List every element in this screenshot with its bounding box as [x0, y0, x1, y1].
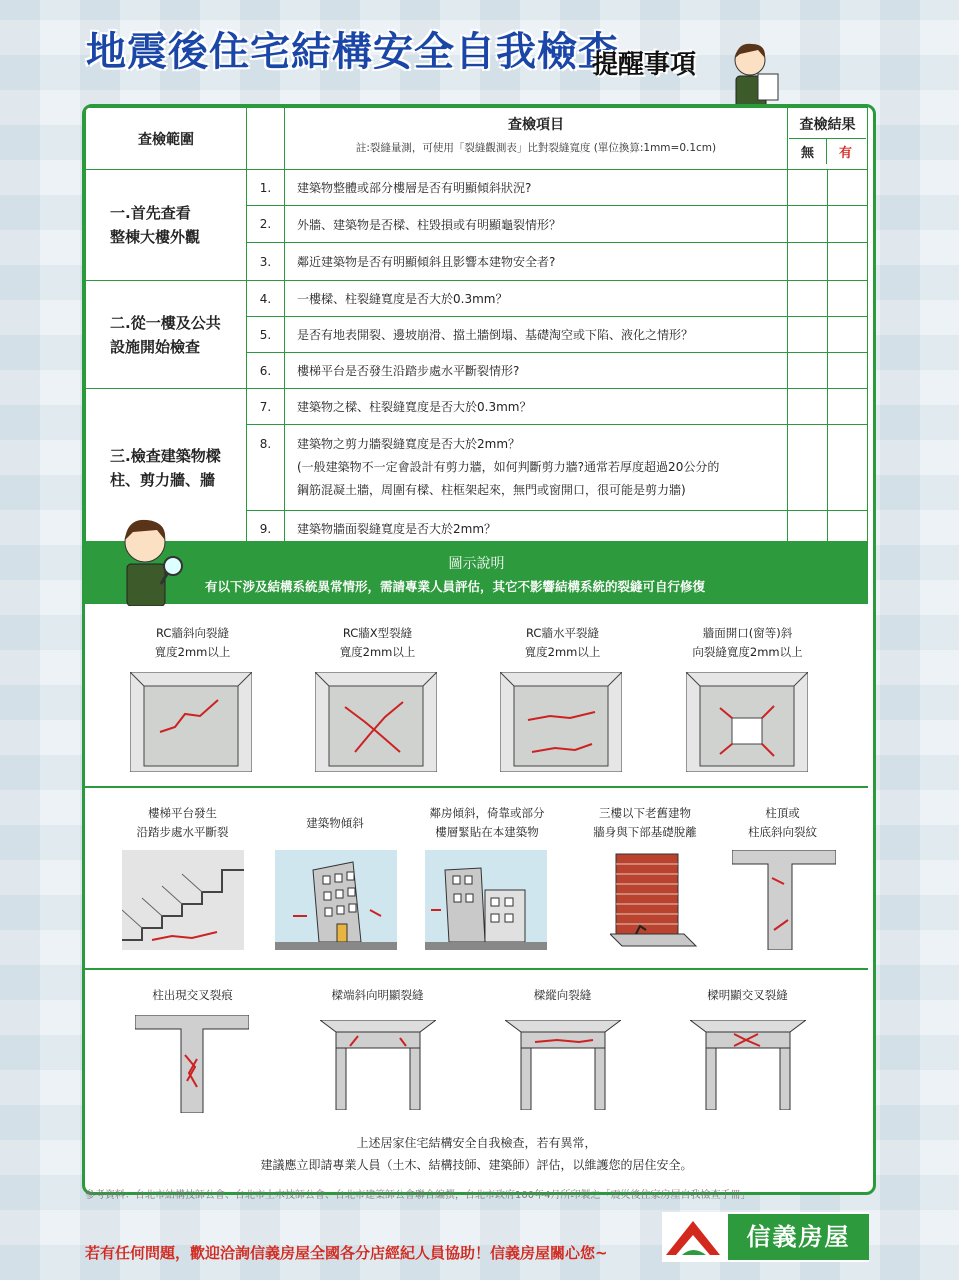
rc-horizontal-crack-image	[500, 672, 622, 772]
check-box-yes-7[interactable]	[828, 389, 868, 425]
caption-wall-opening: 牆面開口(窗等)斜 向裂縫寬度2mm以上	[692, 626, 803, 659]
checklist-table: 查檢範圍 查檢項目 註:裂縫量測，可使用「裂縫觀測表」比對裂縫寬度 (單位換算:1mm=0.1cm) 查檢結果 無 有 一.首先查看 整棟大樓外觀 1. 建築物整體或部分樓層是否有明顯傾斜狀況? 2. 外牆、建築物是否樑、柱毀損或有明顯龜裂情形？ 3. 鄰近建築物是否有明顯傾斜且影響本建物安全者? 二.從一樓及公共 設施開始檢查 4. 一樓樑、柱裂縫寬度是否大於0.3mm？ 5. 是否有地表開裂、邊坡崩滑、擋土牆倒塌、基礎淘空或下陷、液化之情形？ 6. 樓梯平台是否發生沿踏步處水平斷裂情形? 三.檢查建築物樑 柱、剪力牆、牆 7. 建築物之樑、柱裂縫寬度是否大於0.3mm？ 8. 建築物之剪力牆裂縫寬度是否大於2mm？ (一般建築物不一定會設計有剪力牆，如何判斷剪力牆?通常若厚度超過20公分的 鋼筋混凝土牆，周圍有樑、柱框架起來，無門或窗開口，很可能是剪力牆) 9. 建築物牆面裂縫寬度是否大於2mm？	[85, 107, 868, 547]
check-item-5: 是否有地表開裂、邊坡崩滑、擋土牆倒塌、基礎淘空或下陷、液化之情形？	[285, 317, 788, 353]
check-box-yes-5[interactable]	[828, 317, 868, 353]
check-item-2: 外牆、建築物是否樑、柱毀損或有明顯龜裂情形？	[285, 206, 788, 243]
check-item-3: 鄰近建築物是否有明顯傾斜且影響本建物安全者?	[285, 243, 788, 281]
check-box-yes-1[interactable]	[828, 170, 868, 206]
scope-group-1: 一.首先查看 整棟大樓外觀	[86, 170, 247, 281]
beam-longitudinal-crack-image	[505, 1020, 621, 1110]
check-box-no-3[interactable]	[788, 243, 828, 281]
check-box-yes-8[interactable]	[828, 425, 868, 511]
check-box-no-2[interactable]	[788, 206, 828, 243]
check-item-4: 一樓樑、柱裂縫寬度是否大於0.3mm？	[285, 281, 788, 317]
stair-crack-image	[122, 850, 244, 950]
rc-x-crack-image	[315, 672, 437, 772]
column-crack-image	[732, 850, 836, 950]
page-title: 地震後住宅結構安全自我檢查	[86, 29, 619, 75]
check-item-1: 建築物整體或部分樓層是否有明顯傾斜狀況?	[285, 170, 788, 206]
man-magnifier-icon	[105, 514, 185, 606]
caption-column-x: 柱出現交叉裂痕	[152, 988, 233, 1002]
caption-rc-horizontal: RC牆水平裂縫 寬度2mm以上	[524, 626, 601, 659]
wall-opening-crack-image	[686, 672, 808, 772]
rc-diagonal-crack-image	[130, 672, 252, 772]
check-box-yes-2[interactable]	[828, 206, 868, 243]
caption-column-crack: 柱頂或 柱底斜向裂紋	[748, 806, 817, 839]
caption-beam-end: 樑端斜向明顯裂縫	[331, 988, 424, 1002]
divider	[85, 968, 868, 970]
check-box-yes-6[interactable]	[828, 353, 868, 389]
check-box-no-7[interactable]	[788, 389, 828, 425]
reference-text: 參考資料：台北市結構技師公會、台北市土木技師公會、台北市建築師公會聯合編撰，台北市政府100年4月所印製之「震災後住家房屋自我檢查手冊」	[85, 1190, 751, 1201]
check-box-yes-4[interactable]	[828, 281, 868, 317]
divider	[85, 786, 868, 788]
measure-note: 註:裂縫量測，可使用「裂縫觀測表」比對裂縫寬度 (單位換算:1mm=0.1cm)	[355, 142, 717, 154]
col-items-header: 查檢項目 註:裂縫量測，可使用「裂縫觀測表」比對裂縫寬度 (單位換算:1mm=0.1cm)	[285, 108, 788, 170]
scope-group-2: 二.從一樓及公共 設施開始檢查	[86, 281, 247, 389]
caption-old-building: 三樓以下老舊建物 牆身與下部基礎脫離	[593, 806, 697, 839]
check-item-8: 建築物之剪力牆裂縫寬度是否大於2mm？ (一般建築物不一定會設計有剪力牆，如何判斷剪力牆?通常若厚度超過20公分的 鋼筋混凝土牆，周圍有樑、柱框架起來，無門或窗開口，很可能是剪力牆)	[285, 425, 788, 511]
check-box-no-1[interactable]	[788, 170, 828, 206]
check-box-no-8[interactable]	[788, 425, 828, 511]
column-x-crack-image	[135, 1015, 249, 1113]
brand-mark-icon	[662, 1215, 724, 1259]
contact-text: 若有任何問題，歡迎洽詢信義房屋全國各分店經紀人員協助！信義房屋關心您~	[85, 1244, 608, 1262]
beam-end-crack-image	[320, 1020, 436, 1110]
check-box-no-4[interactable]	[788, 281, 828, 317]
scope-group-3: 三.檢查建築物樑 柱、剪力牆、牆	[86, 389, 247, 547]
beam-x-crack-image	[690, 1020, 806, 1110]
illustration-note: 有以下涉及結構系統異常情形，需請專業人員評估，其它不影響結構系統的裂縫可自行修復	[205, 579, 706, 594]
check-item-9: 建築物牆面裂縫寬度是否大於2mm？	[285, 511, 788, 547]
tilting-building-image	[275, 850, 397, 950]
advice-text: 上述居家住宅結構安全自我檢查，若有異常， 建議應立即請專業人員（土木、結構技師、建築師）評估，以維護您的居住安全。	[260, 1136, 693, 1172]
caption-stair-break: 樓梯平台發生 沿踏步處水平斷裂	[136, 806, 229, 839]
check-box-no-5[interactable]	[788, 317, 828, 353]
brick-wall-image	[610, 850, 702, 950]
col-scope-header: 查檢範圍	[86, 108, 247, 170]
col-result-header: 查檢結果 無 有	[788, 108, 868, 170]
caption-building-tilt: 建築物傾斜	[306, 816, 364, 830]
caption-beam-long: 樑縱向裂縫	[533, 988, 592, 1002]
caption-neighbor-tilt: 鄰房傾斜，倚靠或部分 樓層緊貼在本建築物	[429, 806, 545, 839]
caption-rc-x: RC牆X型裂縫 寬度2mm以上	[339, 626, 416, 659]
check-item-7: 建築物之樑、柱裂縫寬度是否大於0.3mm？	[285, 389, 788, 425]
result-no-label: 無	[789, 139, 827, 164]
brand-name: 信義房屋	[728, 1214, 869, 1260]
caption-rc-diagonal: RC牆斜向裂縫 寬度2mm以上	[154, 626, 231, 659]
result-yes-label: 有	[838, 145, 852, 161]
neighbor-building-image	[425, 850, 547, 950]
brand-logo	[662, 1212, 869, 1262]
page-subtitle: 提醒事項	[592, 50, 697, 80]
illustration-title: 圖示說明	[448, 556, 505, 572]
check-box-yes-3[interactable]	[828, 243, 868, 281]
check-box-no-6[interactable]	[788, 353, 828, 389]
caption-beam-x: 樑明顯交叉裂縫	[707, 988, 788, 1002]
check-item-6: 樓梯平台是否發生沿踏步處水平斷裂情形?	[285, 353, 788, 389]
